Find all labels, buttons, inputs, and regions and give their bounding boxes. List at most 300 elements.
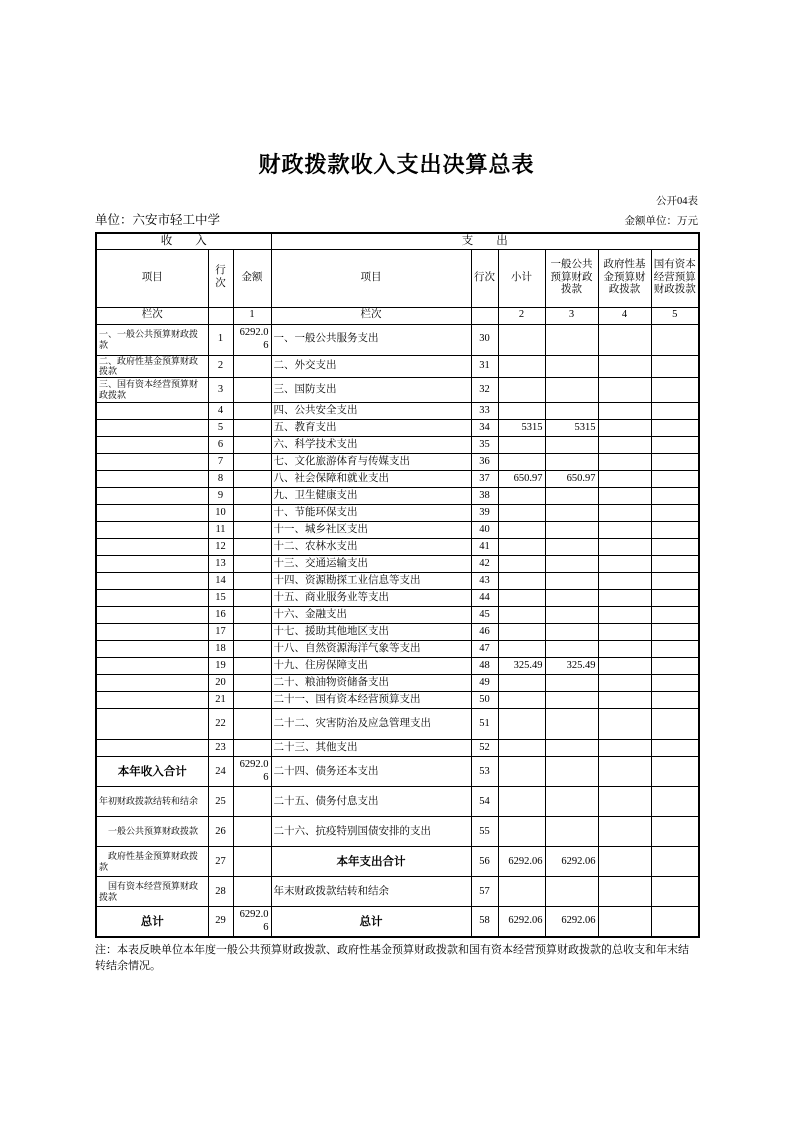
expense-item-cell: 十三、交通运输支出: [271, 556, 471, 573]
income-item-cell: 三、国有资本经营预算财政拨款: [96, 378, 208, 403]
expense-lanci-blank: [471, 307, 498, 324]
expense-state-capital-cell: [651, 847, 699, 877]
expense-gov-fund-cell: [598, 607, 651, 624]
expense-line-cell: 43: [471, 573, 498, 590]
expense-line-cell: 39: [471, 505, 498, 522]
expense-gov-fund-cell: [598, 403, 651, 420]
expense-gov-fund-cell: [598, 420, 651, 437]
expense-general-budget-cell: [545, 324, 598, 355]
income-amount-cell: [233, 692, 271, 709]
expense-state-capital-cell: [651, 403, 699, 420]
income-amount-cell: [233, 709, 271, 740]
expense-subtotal-cell: [498, 607, 545, 624]
income-line-cell: 16: [208, 607, 233, 624]
expense-line-cell: 35: [471, 437, 498, 454]
expense-state-capital-cell: [651, 539, 699, 556]
expense-line-cell: 53: [471, 757, 498, 787]
expense-line-cell: 31: [471, 355, 498, 378]
table-row: [96, 787, 699, 817]
table-row: [96, 757, 699, 787]
income-line-cell: 25: [208, 787, 233, 817]
expense-line-cell: 52: [471, 740, 498, 757]
table-row: [96, 454, 699, 471]
expense-line-cell: 34: [471, 420, 498, 437]
income-amount-cell: [233, 522, 271, 539]
expense-gov-fund-cell: [598, 817, 651, 847]
income-amount-cell: [233, 877, 271, 907]
income-line-cell: 20: [208, 675, 233, 692]
income-line-cell: 22: [208, 709, 233, 740]
income-amount-cell: [233, 355, 271, 378]
expense-column-number-2: 2: [498, 307, 545, 324]
expense-general-budget-cell: 6292.06: [545, 847, 598, 877]
expense-gov-fund-cell: [598, 641, 651, 658]
table-row: [96, 692, 699, 709]
income-amount-cell: [233, 539, 271, 556]
table-row: [96, 740, 699, 757]
expense-line-cell: 36: [471, 454, 498, 471]
income-amount-cell: [233, 787, 271, 817]
income-line-cell: 5: [208, 420, 233, 437]
expense-item-cell: 十二、农林水支出: [271, 539, 471, 556]
expense-item-cell: 二、外交支出: [271, 355, 471, 378]
income-item-cell: 一般公共预算财政拨款: [96, 817, 208, 847]
income-line-cell: 21: [208, 692, 233, 709]
expense-subtotal-cell: [498, 573, 545, 590]
expense-subtotal-cell: 5315: [498, 420, 545, 437]
expense-line-cell: 33: [471, 403, 498, 420]
income-lanci-label: 栏次: [96, 307, 208, 324]
expense-general-budget-cell: [545, 573, 598, 590]
expense-state-capital-cell: [651, 740, 699, 757]
income-line-cell: 13: [208, 556, 233, 573]
table-row: [96, 709, 699, 740]
expense-line-cell: 30: [471, 324, 498, 355]
income-amount-cell: [233, 847, 271, 877]
expense-gov-fund-cell: [598, 658, 651, 675]
expense-line-cell: 58: [471, 907, 498, 937]
expense-line-cell: 49: [471, 675, 498, 692]
table-row: [96, 641, 699, 658]
income-line-cell: 11: [208, 522, 233, 539]
table-body: [96, 324, 699, 937]
expense-gov-fund-cell: [598, 740, 651, 757]
income-line-cell: 18: [208, 641, 233, 658]
footnote: 注：本表反映单位本年度一般公共预算财政拨款、政府性基金预算财政拨款和国有资本经营预算财政拨款的总收支和年末结转结余情况。: [95, 943, 689, 972]
expense-line-cell: 42: [471, 556, 498, 573]
expense-item-cell: 本年支出合计: [271, 847, 471, 877]
expense-state-capital-cell: [651, 675, 699, 692]
income-line-cell: 8: [208, 471, 233, 488]
income-lanci-blank: [208, 307, 233, 324]
income-amount-cell: [233, 437, 271, 454]
income-item-cell: 一、一般公共预算财政拨款: [96, 324, 208, 355]
expense-item-cell: 二十六、抗疫特别国债安排的支出: [271, 817, 471, 847]
income-line-cell: 3: [208, 378, 233, 403]
income-line-cell: 29: [208, 907, 233, 937]
income-amount-cell: 6292.06: [233, 757, 271, 787]
income-line-cell: 23: [208, 740, 233, 757]
expense-item-cell: 总计: [271, 907, 471, 937]
income-item-cell: [96, 403, 208, 420]
expense-gov-fund-cell: [598, 573, 651, 590]
income-line-cell: 28: [208, 877, 233, 907]
expense-item-cell: 八、社会保障和就业支出: [271, 471, 471, 488]
table-row: [96, 573, 699, 590]
income-amount-cell: [233, 505, 271, 522]
expense-gov-fund-cell: [598, 522, 651, 539]
expense-item-cell: 二十五、债务付息支出: [271, 787, 471, 817]
expense-general-budget-cell: [545, 757, 598, 787]
expense-line-cell: 37: [471, 471, 498, 488]
expense-state-capital-cell: [651, 573, 699, 590]
expense-general-budget-cell: [545, 522, 598, 539]
expense-line-cell: 57: [471, 877, 498, 907]
expense-subtotal-cell: [498, 539, 545, 556]
income-line-cell: 9: [208, 488, 233, 505]
income-item-cell: [96, 675, 208, 692]
table-row: [96, 907, 699, 937]
expense-subtotal-cell: [498, 675, 545, 692]
expense-item-cell: 六、科学技术支出: [271, 437, 471, 454]
table-row: [96, 539, 699, 556]
expense-general-budget-cell: [545, 403, 598, 420]
income-line-cell: 17: [208, 624, 233, 641]
income-amount-cell: [233, 607, 271, 624]
income-amount-cell: [233, 624, 271, 641]
expense-gov-fund-cell: [598, 907, 651, 937]
expense-item-cell: 一、一般公共服务支出: [271, 324, 471, 355]
expense-gov-fund-cell: [598, 355, 651, 378]
expense-subtotal-cell: [498, 488, 545, 505]
expense-gov-fund-cell: [598, 471, 651, 488]
income-item-cell: [96, 420, 208, 437]
income-amount-cell: [233, 817, 271, 847]
expense-subtotal-cell: [498, 522, 545, 539]
expense-line-cell: 55: [471, 817, 498, 847]
expense-subtotal-cell: 325.49: [498, 658, 545, 675]
expense-subtotal-cell: [498, 877, 545, 907]
income-item-cell: [96, 658, 208, 675]
income-amount-cell: [233, 471, 271, 488]
income-item-cell: [96, 556, 208, 573]
expense-gov-fund-cell: [598, 847, 651, 877]
expense-state-capital-cell: [651, 692, 699, 709]
income-line-cell: 19: [208, 658, 233, 675]
table-row: [96, 817, 699, 847]
expense-general-budget-cell: [545, 556, 598, 573]
expense-state-capital-column-header: 国有资本经营预算财政拨款: [651, 249, 699, 307]
expense-gov-fund-cell: [598, 692, 651, 709]
expense-item-cell: 四、公共安全支出: [271, 403, 471, 420]
income-item-cell: [96, 539, 208, 556]
income-line-column-header: 行次: [208, 249, 233, 307]
expense-subtotal-cell: [498, 505, 545, 522]
expense-item-cell: 七、文化旅游体育与传媒支出: [271, 454, 471, 471]
income-item-cell: [96, 454, 208, 471]
expense-general-budget-cell: [545, 505, 598, 522]
income-item-cell: [96, 607, 208, 624]
expense-state-capital-cell: [651, 420, 699, 437]
fiscal-appropriation-table: [95, 232, 700, 938]
income-line-cell: 27: [208, 847, 233, 877]
income-item-column-header: 项目: [96, 249, 208, 307]
income-amount-cell: [233, 454, 271, 471]
table-row: [96, 675, 699, 692]
expense-column-number-4: 4: [598, 307, 651, 324]
expense-subtotal-cell: [498, 355, 545, 378]
income-item-cell: [96, 740, 208, 757]
income-amount-cell: [233, 556, 271, 573]
expense-item-column-header: 项目: [271, 249, 471, 307]
expense-general-budget-cell: [545, 692, 598, 709]
expense-column-number-3: 3: [545, 307, 598, 324]
expense-item-cell: 二十四、债务还本支出: [271, 757, 471, 787]
expense-general-budget-cell: [545, 607, 598, 624]
income-amount-cell: [233, 378, 271, 403]
expense-general-budget-column-header: 一般公共预算财政拨款: [545, 249, 598, 307]
expense-subtotal-cell: [498, 692, 545, 709]
table-row: [96, 505, 699, 522]
expense-line-cell: 41: [471, 539, 498, 556]
expense-item-cell: 十四、资源勘探工业信息等支出: [271, 573, 471, 590]
income-item-cell: 国有资本经营预算财政拨款: [96, 877, 208, 907]
income-line-cell: 7: [208, 454, 233, 471]
expense-gov-fund-cell: [598, 590, 651, 607]
expense-general-budget-cell: [545, 355, 598, 378]
expense-general-budget-cell: [545, 488, 598, 505]
expense-subtotal-cell: [498, 590, 545, 607]
expense-item-cell: 二十二、灾害防治及应急管理支出: [271, 709, 471, 740]
income-item-cell: [96, 709, 208, 740]
expense-line-cell: 51: [471, 709, 498, 740]
expense-subtotal-cell: 6292.06: [498, 847, 545, 877]
income-amount-cell: [233, 675, 271, 692]
expense-state-capital-cell: [651, 355, 699, 378]
income-amount-cell: 6292.06: [233, 907, 271, 937]
expense-state-capital-cell: [651, 437, 699, 454]
income-item-cell: [96, 641, 208, 658]
expense-general-budget-cell: [545, 877, 598, 907]
expense-gov-fund-cell: [598, 539, 651, 556]
expense-general-budget-cell: [545, 378, 598, 403]
expense-line-column-header: 行次: [471, 249, 498, 307]
income-item-cell: 二、政府性基金预算财政拨款: [96, 355, 208, 378]
income-amount-cell: [233, 403, 271, 420]
expense-general-budget-cell: [545, 675, 598, 692]
column-number-row: [96, 307, 699, 324]
expense-subtotal-cell: [498, 556, 545, 573]
expense-line-cell: 54: [471, 787, 498, 817]
expense-general-budget-cell: [545, 641, 598, 658]
income-item-cell: [96, 624, 208, 641]
table-row: [96, 877, 699, 907]
income-item-cell: [96, 573, 208, 590]
expense-state-capital-cell: [651, 877, 699, 907]
expense-subtotal-cell: [498, 757, 545, 787]
income-amount-cell: [233, 590, 271, 607]
expense-subtotal-cell: [498, 454, 545, 471]
income-amount-cell: [233, 488, 271, 505]
table-code-row: [95, 193, 698, 208]
expense-item-cell: 十五、商业服务业等支出: [271, 590, 471, 607]
section-header-row: [96, 233, 699, 249]
expense-subtotal-cell: [498, 403, 545, 420]
expense-line-cell: 50: [471, 692, 498, 709]
expense-item-cell: 十六、金融支出: [271, 607, 471, 624]
expense-general-budget-cell: [545, 437, 598, 454]
income-amount-cell: [233, 573, 271, 590]
expense-subtotal-cell: [498, 817, 545, 847]
expense-item-cell: 二十、粮油物资储备支出: [271, 675, 471, 692]
expense-subtotal-cell: [498, 641, 545, 658]
expense-item-cell: 三、国防支出: [271, 378, 471, 403]
expense-state-capital-cell: [651, 556, 699, 573]
table-row: [96, 355, 699, 378]
expense-state-capital-cell: [651, 324, 699, 355]
expense-general-budget-cell: [545, 590, 598, 607]
expense-subtotal-cell: [498, 624, 545, 641]
income-item-cell: [96, 471, 208, 488]
expense-state-capital-cell: [651, 641, 699, 658]
expense-subtotal-column-header: 小计: [498, 249, 545, 307]
expense-item-cell: 十九、住房保障支出: [271, 658, 471, 675]
table-row: [96, 658, 699, 675]
expense-column-number-5: 5: [651, 307, 699, 324]
expense-item-cell: 十、节能环保支出: [271, 505, 471, 522]
table-row: [96, 378, 699, 403]
table-row: [96, 624, 699, 641]
expense-item-cell: 五、教育支出: [271, 420, 471, 437]
expense-gov-fund-cell: [598, 624, 651, 641]
expense-state-capital-cell: [651, 488, 699, 505]
expense-state-capital-cell: [651, 658, 699, 675]
expense-general-budget-cell: [545, 740, 598, 757]
income-line-cell: 4: [208, 403, 233, 420]
expense-item-cell: 十一、城乡社区支出: [271, 522, 471, 539]
expense-state-capital-cell: [651, 907, 699, 937]
expense-gov-fund-cell: [598, 709, 651, 740]
expense-line-cell: 47: [471, 641, 498, 658]
expense-subtotal-cell: [498, 378, 545, 403]
expense-gov-fund-cell: [598, 787, 651, 817]
table-row: [96, 847, 699, 877]
expense-gov-fund-cell: [598, 757, 651, 787]
expense-item-cell: 二十一、国有资本经营预算支出: [271, 692, 471, 709]
table-row: [96, 590, 699, 607]
expense-general-budget-cell: [545, 709, 598, 740]
income-amount-cell: 6292.06: [233, 324, 271, 355]
income-item-cell: 年初财政拨款结转和结余: [96, 787, 208, 817]
expense-general-budget-cell: 6292.06: [545, 907, 598, 937]
expense-general-budget-cell: 650.97: [545, 471, 598, 488]
expense-state-capital-cell: [651, 522, 699, 539]
expense-line-cell: 46: [471, 624, 498, 641]
expense-gov-fund-cell: [598, 877, 651, 907]
expense-general-budget-cell: 325.49: [545, 658, 598, 675]
expense-section-header: 支 出: [271, 233, 699, 249]
expense-state-capital-cell: [651, 787, 699, 817]
income-item-cell: [96, 590, 208, 607]
column-header-row: [96, 249, 699, 307]
expense-gov-fund-cell: [598, 437, 651, 454]
expense-gov-fund-cell: [598, 324, 651, 355]
income-amount-cell: [233, 641, 271, 658]
income-item-cell: 本年收入合计: [96, 757, 208, 787]
income-item-cell: [96, 488, 208, 505]
income-line-cell: 24: [208, 757, 233, 787]
expense-general-budget-cell: [545, 539, 598, 556]
unit-row: [95, 210, 698, 228]
income-item-cell: [96, 505, 208, 522]
income-amount-cell: [233, 658, 271, 675]
expense-state-capital-cell: [651, 471, 699, 488]
income-item-cell: [96, 437, 208, 454]
income-line-cell: 15: [208, 590, 233, 607]
income-amount-column-header: 金额: [233, 249, 271, 307]
expense-general-budget-cell: 5315: [545, 420, 598, 437]
income-amount-cell: [233, 420, 271, 437]
table-row: [96, 471, 699, 488]
expense-state-capital-cell: [651, 590, 699, 607]
expense-gov-fund-cell: [598, 454, 651, 471]
expense-line-cell: 38: [471, 488, 498, 505]
income-column-number: 1: [233, 307, 271, 324]
income-item-cell: [96, 692, 208, 709]
income-line-cell: 14: [208, 573, 233, 590]
income-line-cell: 1: [208, 324, 233, 355]
expense-subtotal-cell: 650.97: [498, 471, 545, 488]
income-line-cell: 10: [208, 505, 233, 522]
expense-state-capital-cell: [651, 505, 699, 522]
expense-state-capital-cell: [651, 454, 699, 471]
income-line-cell: 12: [208, 539, 233, 556]
amount-unit: 金额单位：万元: [624, 216, 698, 227]
expense-general-budget-cell: [545, 787, 598, 817]
expense-subtotal-cell: [498, 437, 545, 454]
table-row: [96, 324, 699, 355]
expense-line-cell: 48: [471, 658, 498, 675]
expense-item-cell: 二十三、其他支出: [271, 740, 471, 757]
income-line-cell: 6: [208, 437, 233, 454]
expense-subtotal-cell: [498, 324, 545, 355]
expense-item-cell: 十八、自然资源海洋气象等支出: [271, 641, 471, 658]
table-row: [96, 403, 699, 420]
expense-state-capital-cell: [651, 378, 699, 403]
expense-state-capital-cell: [651, 817, 699, 847]
page-title: 财政拨款收入支出决算总表: [258, 152, 535, 177]
income-item-cell: 总计: [96, 907, 208, 937]
expense-gov-fund-column-header: 政府性基金预算财政拨款: [598, 249, 651, 307]
table-code: 公开04表: [656, 196, 698, 207]
expense-line-cell: 40: [471, 522, 498, 539]
expense-general-budget-cell: [545, 454, 598, 471]
expense-subtotal-cell: [498, 740, 545, 757]
table-row: [96, 522, 699, 539]
expense-line-cell: 56: [471, 847, 498, 877]
expense-state-capital-cell: [651, 709, 699, 740]
table-row: [96, 556, 699, 573]
unit-name: 单位：六安市轻工中学: [95, 213, 221, 227]
expense-item-cell: 十七、援助其他地区支出: [271, 624, 471, 641]
expense-state-capital-cell: [651, 607, 699, 624]
table-row: [96, 607, 699, 624]
expense-gov-fund-cell: [598, 675, 651, 692]
expense-lanci-label: 栏次: [271, 307, 471, 324]
table-row: [96, 488, 699, 505]
expense-general-budget-cell: [545, 624, 598, 641]
expense-line-cell: 44: [471, 590, 498, 607]
